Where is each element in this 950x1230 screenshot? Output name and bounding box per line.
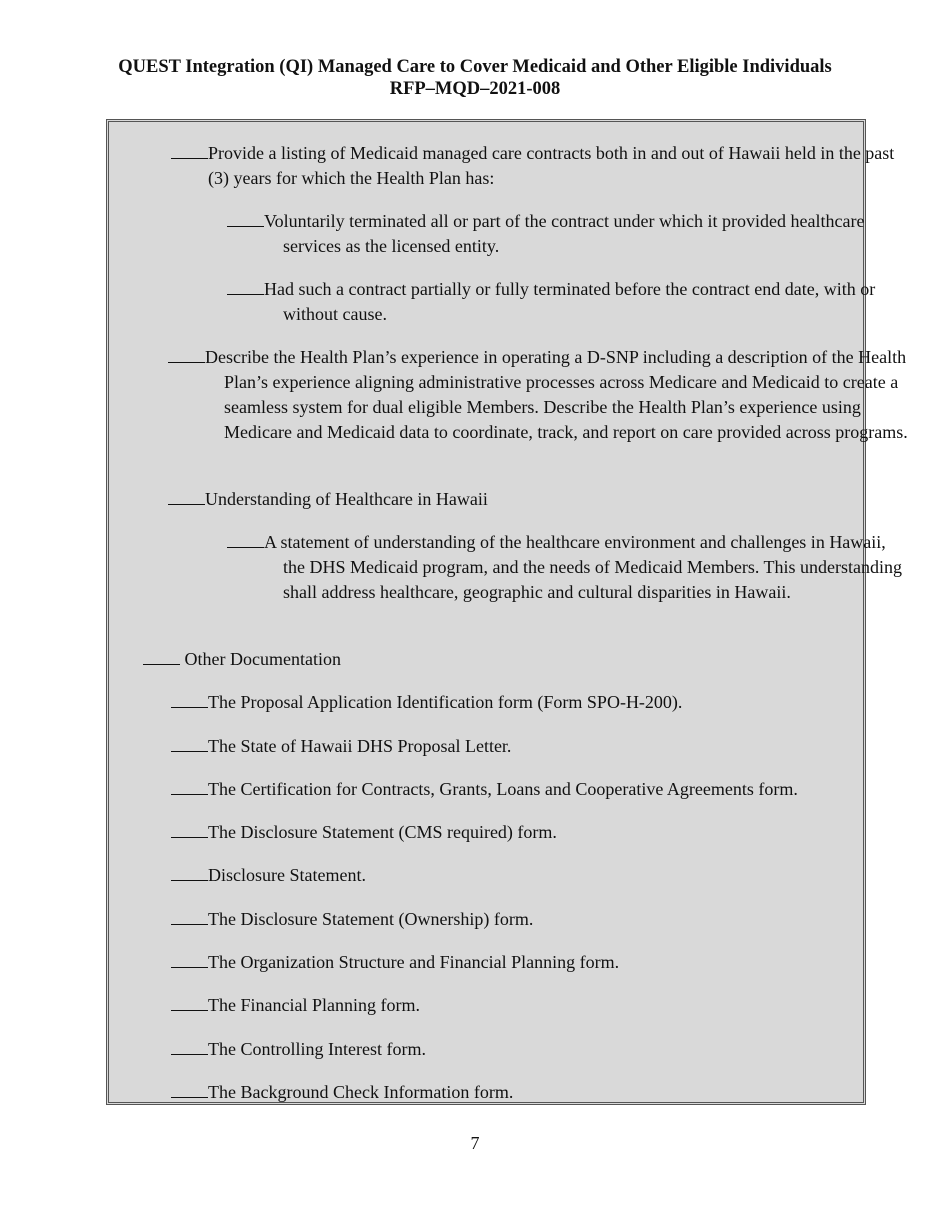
checklist-item — [171, 819, 917, 845]
checklist-item-text: The Disclosure Statement (CMS required) form. — [208, 822, 557, 842]
checklist-item — [171, 862, 917, 888]
checklist-item-text: The State of Hawaii DHS Proposal Letter. — [208, 736, 512, 756]
check-blank[interactable] — [227, 276, 264, 295]
header-rfp-number: RFP–MQD–2021-008 — [389, 79, 561, 99]
checklist-item-text: Disclosure Statement. — [208, 865, 366, 885]
checklist-item-text: Provide a listing of Medicaid managed care contracts both in and out of Hawaii held in the past (3) years for which the Health Plan has: — [208, 143, 895, 188]
checklist-item — [171, 733, 917, 759]
document-header — [0, 56, 950, 100]
checklist-item-text: The Disclosure Statement (Ownership) form. — [208, 909, 534, 929]
checklist-item — [171, 1036, 917, 1062]
check-blank[interactable] — [171, 1036, 208, 1055]
checklist-item-text: The Financial Planning form. — [208, 995, 420, 1015]
checklist-item — [171, 1079, 917, 1105]
checklist-item — [227, 276, 898, 327]
check-blank[interactable] — [171, 689, 208, 708]
check-blank[interactable] — [171, 140, 208, 159]
checklist-item — [168, 486, 914, 512]
checklist-item-text: The Organization Structure and Financial Planning form. — [208, 952, 620, 972]
check-blank[interactable] — [171, 819, 208, 838]
checklist-item-text: Understanding of Healthcare in Hawaii — [205, 489, 488, 509]
checklist-item — [227, 529, 908, 605]
checklist-item — [171, 949, 917, 975]
checklist-item — [171, 992, 917, 1018]
check-blank[interactable] — [171, 992, 208, 1011]
checklist-item — [227, 208, 898, 259]
check-blank[interactable] — [171, 906, 208, 925]
checklist-item — [168, 344, 914, 445]
check-blank[interactable] — [171, 1079, 208, 1098]
checklist-item-text: Other Documentation — [180, 649, 341, 669]
checklist-item-text: Describe the Health Plan’s experience in operating a D-SNP including a description of the Health Plan’s experience aligning administrative processes across Medicare and Medicaid to create a seamless system for dual eligible Members. Describe the Health Plan’s experience using Medicare and Medicaid data to coordinate, track, and report on care provided across programs. — [205, 347, 908, 442]
checklist-item — [171, 776, 917, 802]
check-blank[interactable] — [171, 949, 208, 968]
checklist-item — [171, 689, 917, 715]
checklist-item-text: Voluntarily terminated all or part of the contract under which it provided healthcare services as the licensed entity. — [264, 211, 865, 256]
checklist-item-text: Had such a contract partially or fully terminated before the contract end date, with or without cause. — [264, 279, 876, 324]
checklist-item-text: A statement of understanding of the healthcare environment and challenges in Hawaii, the DHS Medicaid program, and the needs of Medicaid Members. This understanding shall address healthcare, geographic and cultural disparities in Hawaii. — [264, 532, 903, 602]
checklist-item — [171, 140, 898, 191]
check-blank[interactable] — [168, 486, 205, 505]
checklist-item — [171, 906, 917, 932]
checklist-item-text: The Certification for Contracts, Grants, Loans and Cooperative Agreements form. — [208, 779, 798, 799]
check-blank[interactable] — [168, 344, 205, 363]
check-blank[interactable] — [227, 208, 264, 227]
check-blank[interactable] — [227, 529, 264, 548]
checklist-item-text: The Controlling Interest form. — [208, 1039, 426, 1059]
check-blank[interactable] — [171, 733, 208, 752]
header-title: QUEST Integration (QI) Managed Care to Cover Medicaid and Other Eligible Individuals — [118, 57, 832, 77]
checklist-item — [143, 646, 899, 672]
checklist-item-text: The Proposal Application Identification form (Form SPO-H-200). — [208, 692, 683, 712]
check-blank[interactable] — [143, 646, 180, 665]
checklist-item-text: The Background Check Information form. — [208, 1082, 514, 1102]
page-number: 7 — [470, 1133, 480, 1153]
check-blank[interactable] — [171, 776, 208, 795]
check-blank[interactable] — [171, 862, 208, 881]
